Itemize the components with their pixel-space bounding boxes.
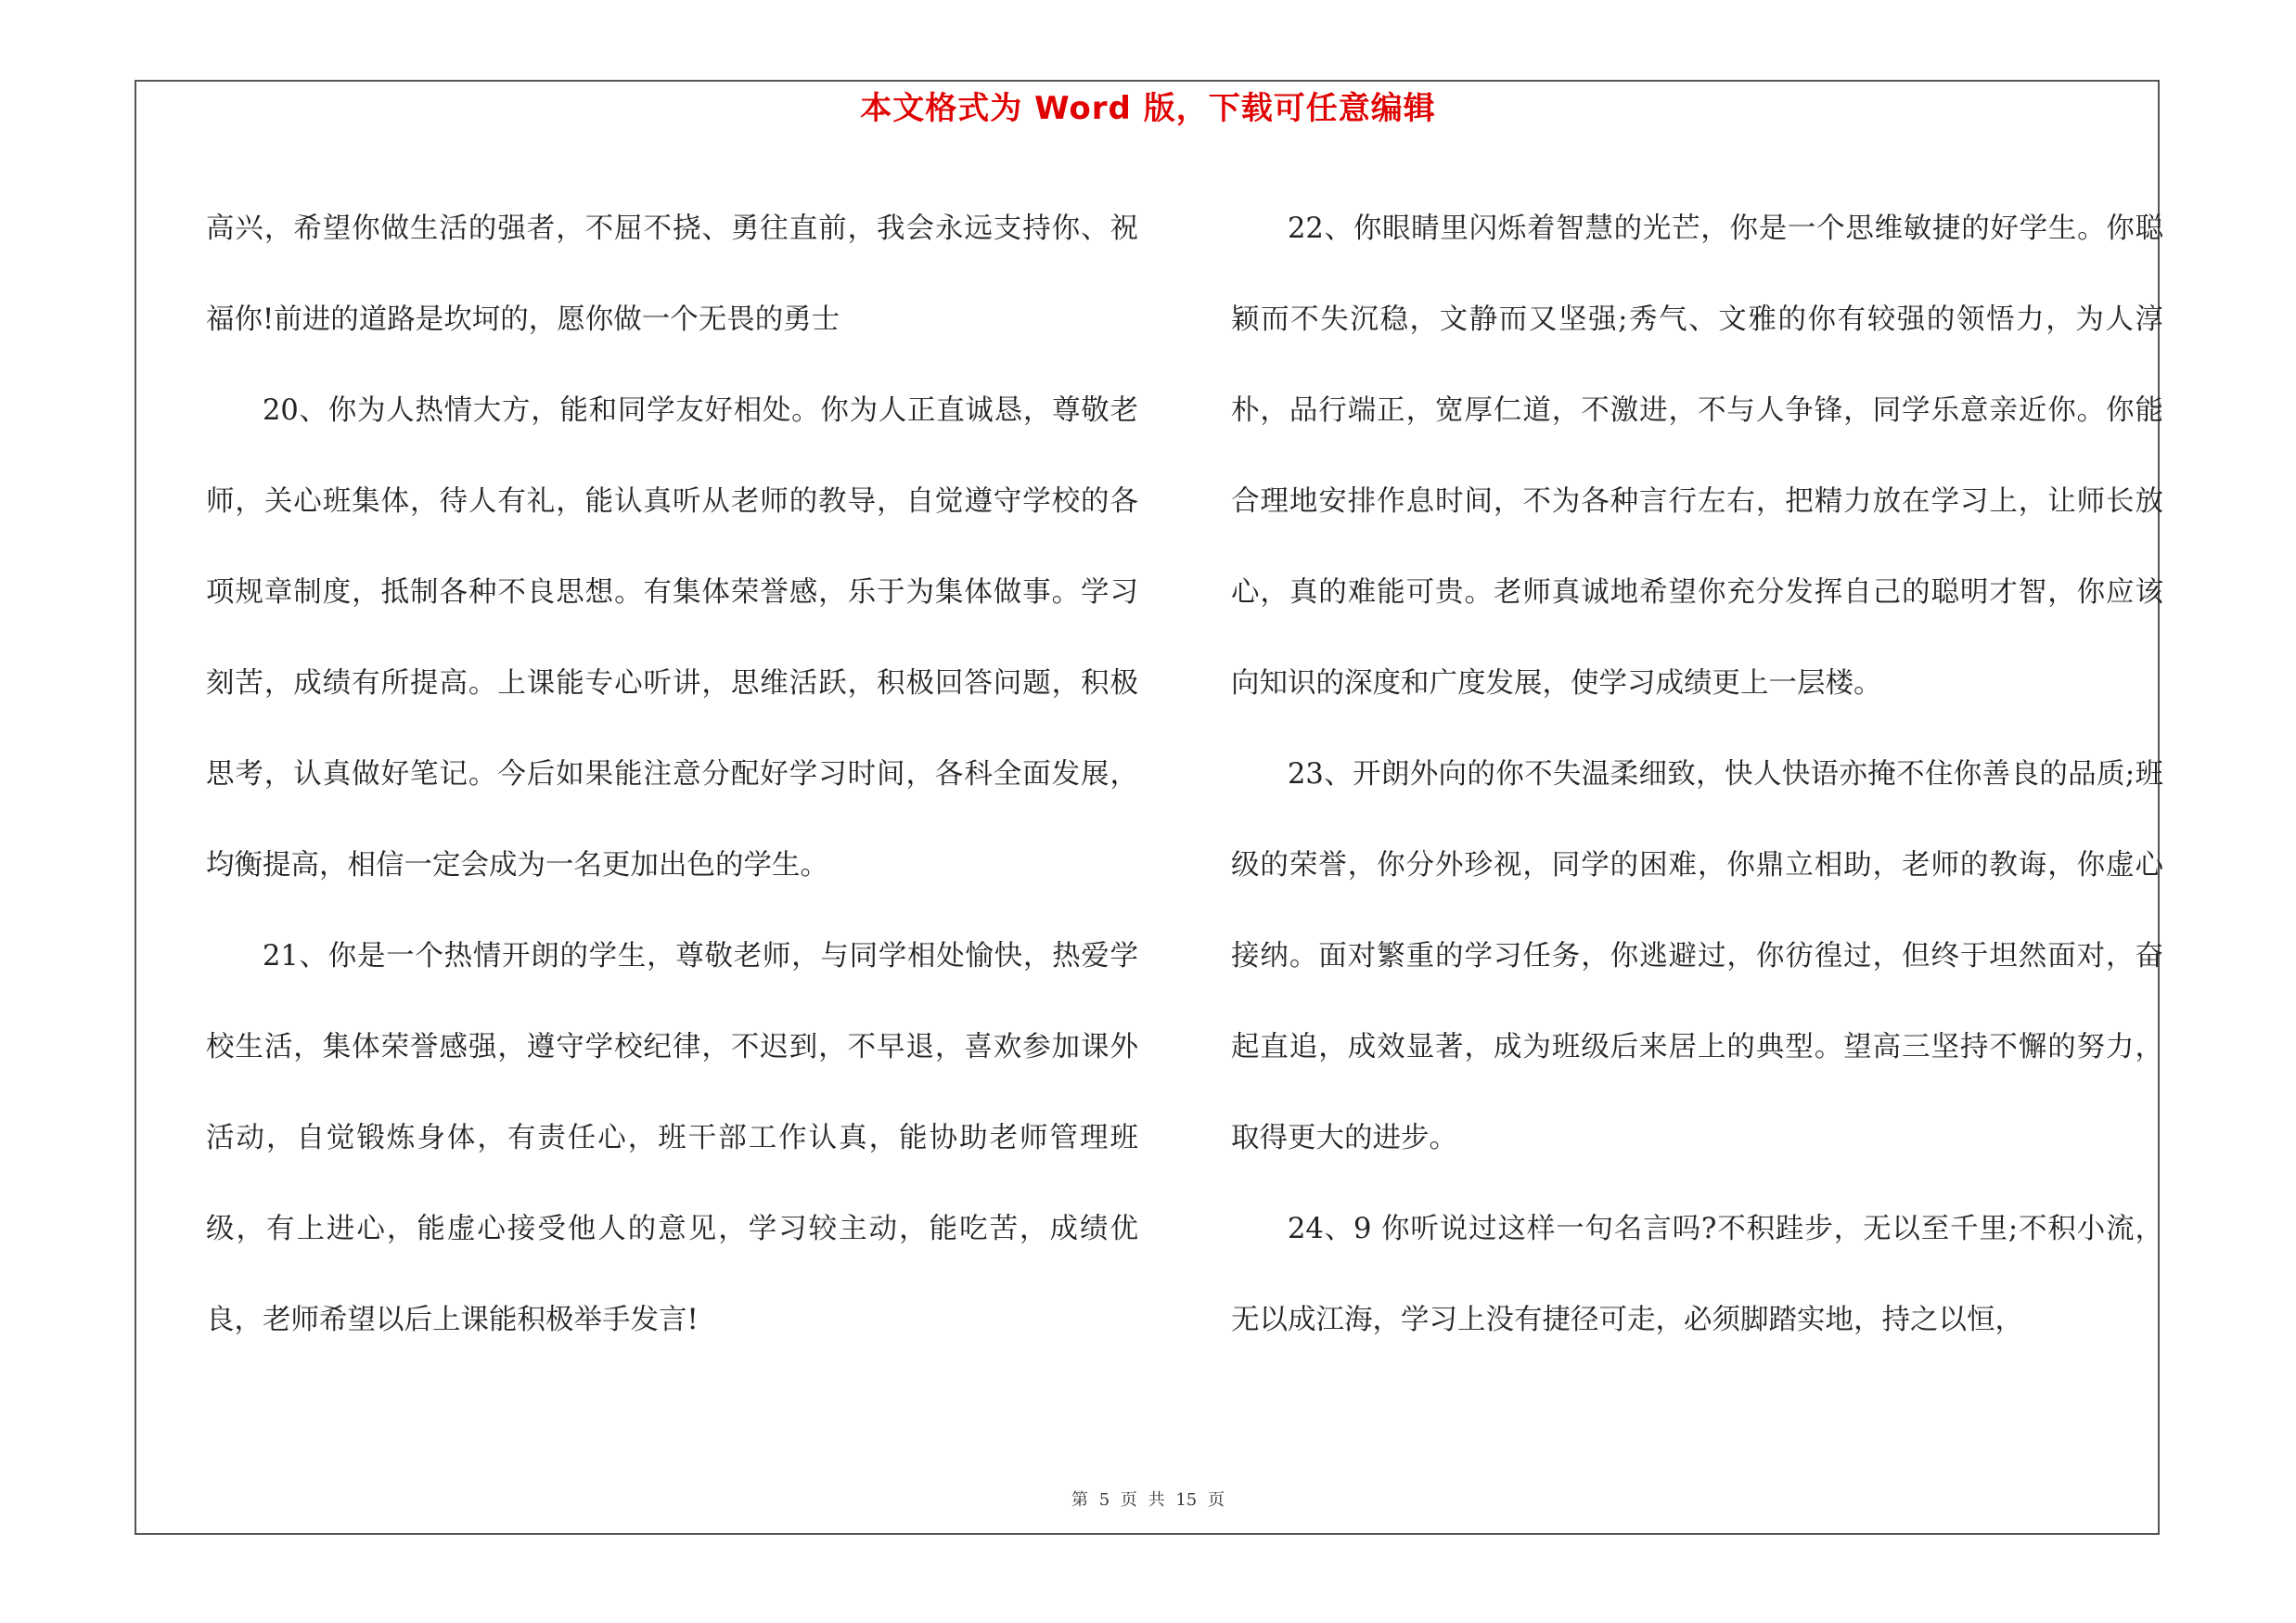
left-column [206,184,1138,1366]
paragraph: 20、你为人热情大方，能和同学友好相处。你为人正直诚恳，尊敬老师，关心班集体，待人有礼，能认真听从老师的教导，自觉遵守学校的各项规章制度，抵制各种不良思想。有集体荣誉感，乐于为集体做事。学习刻苦，成绩有所提高。上课能专心听讲，思维活跃，积极回答问题，积极思考，认真做好笔记。今后如果能注意分配好学习时间，各科全面发展，均衡提高，相信一定会成为一名更加出色的学生。 [206,394,1138,882]
page-number: 第 5 页 共 15 页 [1071,1490,1225,1510]
paragraph: 24、9 你听说过这样一句名言吗?不积跬步，无以至千里;不积小流，无以成江海，学习上没有捷径可走，必须脚踏实地，持之以恒， [1231,1213,2163,1336]
paragraph: 22、你眼睛里闪烁着智慧的光芒，你是一个思维敏捷的好学生。你聪颖而不失沉稳，文静而又坚强;秀气、文雅的你有较强的领悟力，为人淳朴，品行端正，宽厚仁道，不激进，不与人争锋，同学乐意亲近你。你能合理地安排作息时间，不为各种言行左右，把精力放在学习上，让师长放心，真的难能可贵。老师真诚地希望你充分发挥自己的聪明才智，你应该向知识的深度和广度发展，使学习成绩更上一层楼。 [1231,213,2163,700]
format-banner: 本文格式为 Word 版，下载可任意编辑 [860,90,1436,127]
right-column [1231,184,2163,1366]
paragraph: 23、开朗外向的你不失温柔细致，快人快语亦掩不住你善良的品质;班级的荣誉，你分外珍视，同学的困难，你鼎立相助，老师的教诲，你虚心接纳。面对繁重的学习任务，你逃避过，你彷徨过，但终于坦然面对，奋起直追，成效显著，成为班级后来居上的典型。望高三坚持不懈的努力，取得更大的进步。 [1231,758,2163,1154]
paragraph: 高兴，希望你做生活的强者，不屈不挠、勇往直前，我会永远支持你、祝福你!前进的道路是坎坷的，愿你做一个无畏的勇士 [206,213,1138,336]
paragraph: 21、你是一个热情开朗的学生，尊敬老师，与同学相处愉快，热爱学校生活，集体荣誉感强，遵守学校纪律，不迟到，不早退，喜欢参加课外活动，自觉锻炼身体，有责任心，班干部工作认真，能协助老师管理班级，有上进心，能虚心接受他人的意见，学习较主动，能吃苦，成绩优良，老师希望以后上课能积极举手发言! [206,940,1138,1336]
